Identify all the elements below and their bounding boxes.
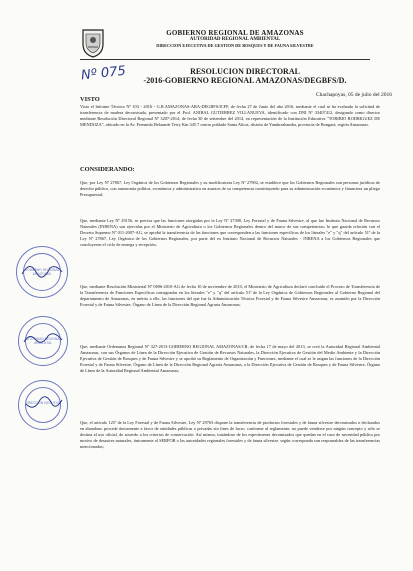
paragraph-2: Que, mediante Ley Nº 29156, se precisa que las funciones otorgadas por la Ley Nº 27308, Ley Forestal y de Fauna Silvestre, al que fue Instituto Nacional de Recursos Naturales (INRENA) son ejercidas por el Ministerio de Agricultura o los Gobiernos Regionales dentro del marco de sus competencias; lo que guarda relación con el Decreto Supremo Nº 011-2007-AG, se aprobó la transferencia de las funciones que corresponden a las funciones específicas de los literales "e" y "q" del artículo 51º de la Ley Nº 27867, Ley Orgánica de los Gobiernos Regionales, por parte del ex Instituto Nacional de Recursos Naturales - INRENA a los Gobiernos Regionales que concluyeron el ciclo de entrega y recepción; <box>80 218 380 248</box>
signature-2 <box>22 328 64 350</box>
directorate-name: DIRECCION EJECUTIVA DE GESTION DE BOSQUES Y DE FAUNA SILVESTRE <box>156 43 314 48</box>
signature-3 <box>24 392 64 414</box>
government-name: GOBIERNO REGIONAL DE AMAZONAS <box>166 29 304 37</box>
official-stamp-1: GOBIERNO REGIONAL AMAZONAS <box>16 246 68 298</box>
paragraph-visto: Visto el Informe Técnico Nº 103 - 2016 - G.R.AMAZONAS-ARA-DEGBFS/ICFF, de fecha 27 de Junio del año 2016, mediante el cual se ha evaluado la solicitud de transferencia de madera decomisada, presentado por el Prof. ANIBAL GUTIERREZ VILLANUEVA, identificado con DNI Nº 33407412, designado como director mediante Resolución Directoral Regional Nº 3207-2014, de fecha 30 de setiembre del 2014, en representación de la Institución Educativa "TORIBIO RODRIGUEZ DE MENDOZA", ubicado en la Av. Fernando Belaunde Terry Km 345.7 centro poblado Santa Alicia, distrito de Yambrasbamba, provincia de Bongará, región Amazonas. <box>80 104 380 128</box>
paragraph-4: Que, mediante Ordenanza Regional Nº 327-2013-GOBIERNO REGIONAL AMAZONAS/CR, de fecha 17 de mayo del 2013, se creó la Autoridad Regional Ambiental Amazonas, con sus Órganos de Línea de la Dirección Ejecutiva de Gestión de Recursos Naturales, la Dirección Ejecutiva de Gestión del Medio Ambiente y la Dirección Ejecutiva de Gestión de Bosques y de Fauna Silvestre y se aprobó su Reglamento de Organización y Funciones, mediante el cual se le asigna las funciones de la Dirección Forestal y de Fauna Silvestre, Órgano de Línea de la Dirección Regional Agraria Amazonas, a la Dirección Ejecutiva de Gestión de Bosques y de Fauna Silvestre, Órgano de Línea de la Autoridad Regional Ambiental Amazonas; <box>80 344 380 374</box>
header-divider <box>80 59 370 60</box>
official-stamp-2: AUTORIDAD REGIONAL AMBIENTAL <box>18 316 68 366</box>
institution-header <box>120 29 350 48</box>
paragraph-1: Que, por Ley Nº 27867, Ley Orgánica de los Gobiernos Regionales y su modificatoria Ley Nº 27902, se establece que los Gobiernos Regionales son personas jurídicas de derecho público, con autonomía política, económica y administrativa en asuntos de su competencia constituyendo para su administración económica y financiera un pliego Presupuestal; <box>80 180 380 198</box>
paragraph-3: Que, mediante Resolución Ministerial Nº 0696-2010-AG de fecha 10 de noviembre de 2010, el Ministerio de Agricultura declaró concluido el Proceso de Transferencia de la Transferencia de Funciones Específicas consignadas en los literales "e" y "q" del artículo 51º de la Ley Orgánica de Gobiernos Regionales al Gobierno Regional del departamento de Amazonas, en mérito a ello, las funciones del que fue la Administración Técnica Forestal y de Fauna Silvestre Amazonas, es asumido por la Dirección Forestal y de Fauna Silvestre, Órgano de Línea de la Dirección Regional Agraria Amazonas; <box>80 284 380 308</box>
section-visto: VISTO <box>80 96 100 103</box>
official-stamp-3: DIRECCION EJECUTIVA <box>18 380 68 430</box>
resolution-title: RESOLUCION DIRECTORAL <box>190 67 300 76</box>
coat-of-arms-logo <box>80 28 106 58</box>
resolution-number: -2016-GOBIERNO REGIONAL AMAZONAS/DEGBFS/D. <box>143 76 347 85</box>
place-date: Chachapoyas, 05 de julio del 2016 <box>315 92 392 98</box>
section-considerando: CONSIDERANDO: <box>80 166 135 173</box>
handwritten-resolution-number: Nº 075 <box>80 63 127 84</box>
authority-name: AUTORIDAD REGIONAL AMBIENTAL <box>189 37 281 42</box>
resolution-title-block <box>120 67 370 85</box>
signature-1 <box>20 258 64 282</box>
paragraph-5: Que, el artículo 125º de la Ley Forestal y de Fauna Silvestre, Ley Nº 29763 dispone la transferencia de productos forestales y de fauna silvestre decomisados o declarados en abandono procede únicamente a favor de entidades públicas o privadas sin fines de lucro, conforme al reglamento; no puede venderse por ningún concepto y sólo se destina al uso oficial, de acuerdo a los criterios de conservación. Así mismo, tratándose de los especímenes decomisados que quedan en el caso de necesidad pública por motivo de desastres naturales, únicamente al SERFOR o las autoridades regionales forestales y de fauna silvestre, según corresponda son responsables de las transferencias mencionadas; <box>80 420 380 450</box>
